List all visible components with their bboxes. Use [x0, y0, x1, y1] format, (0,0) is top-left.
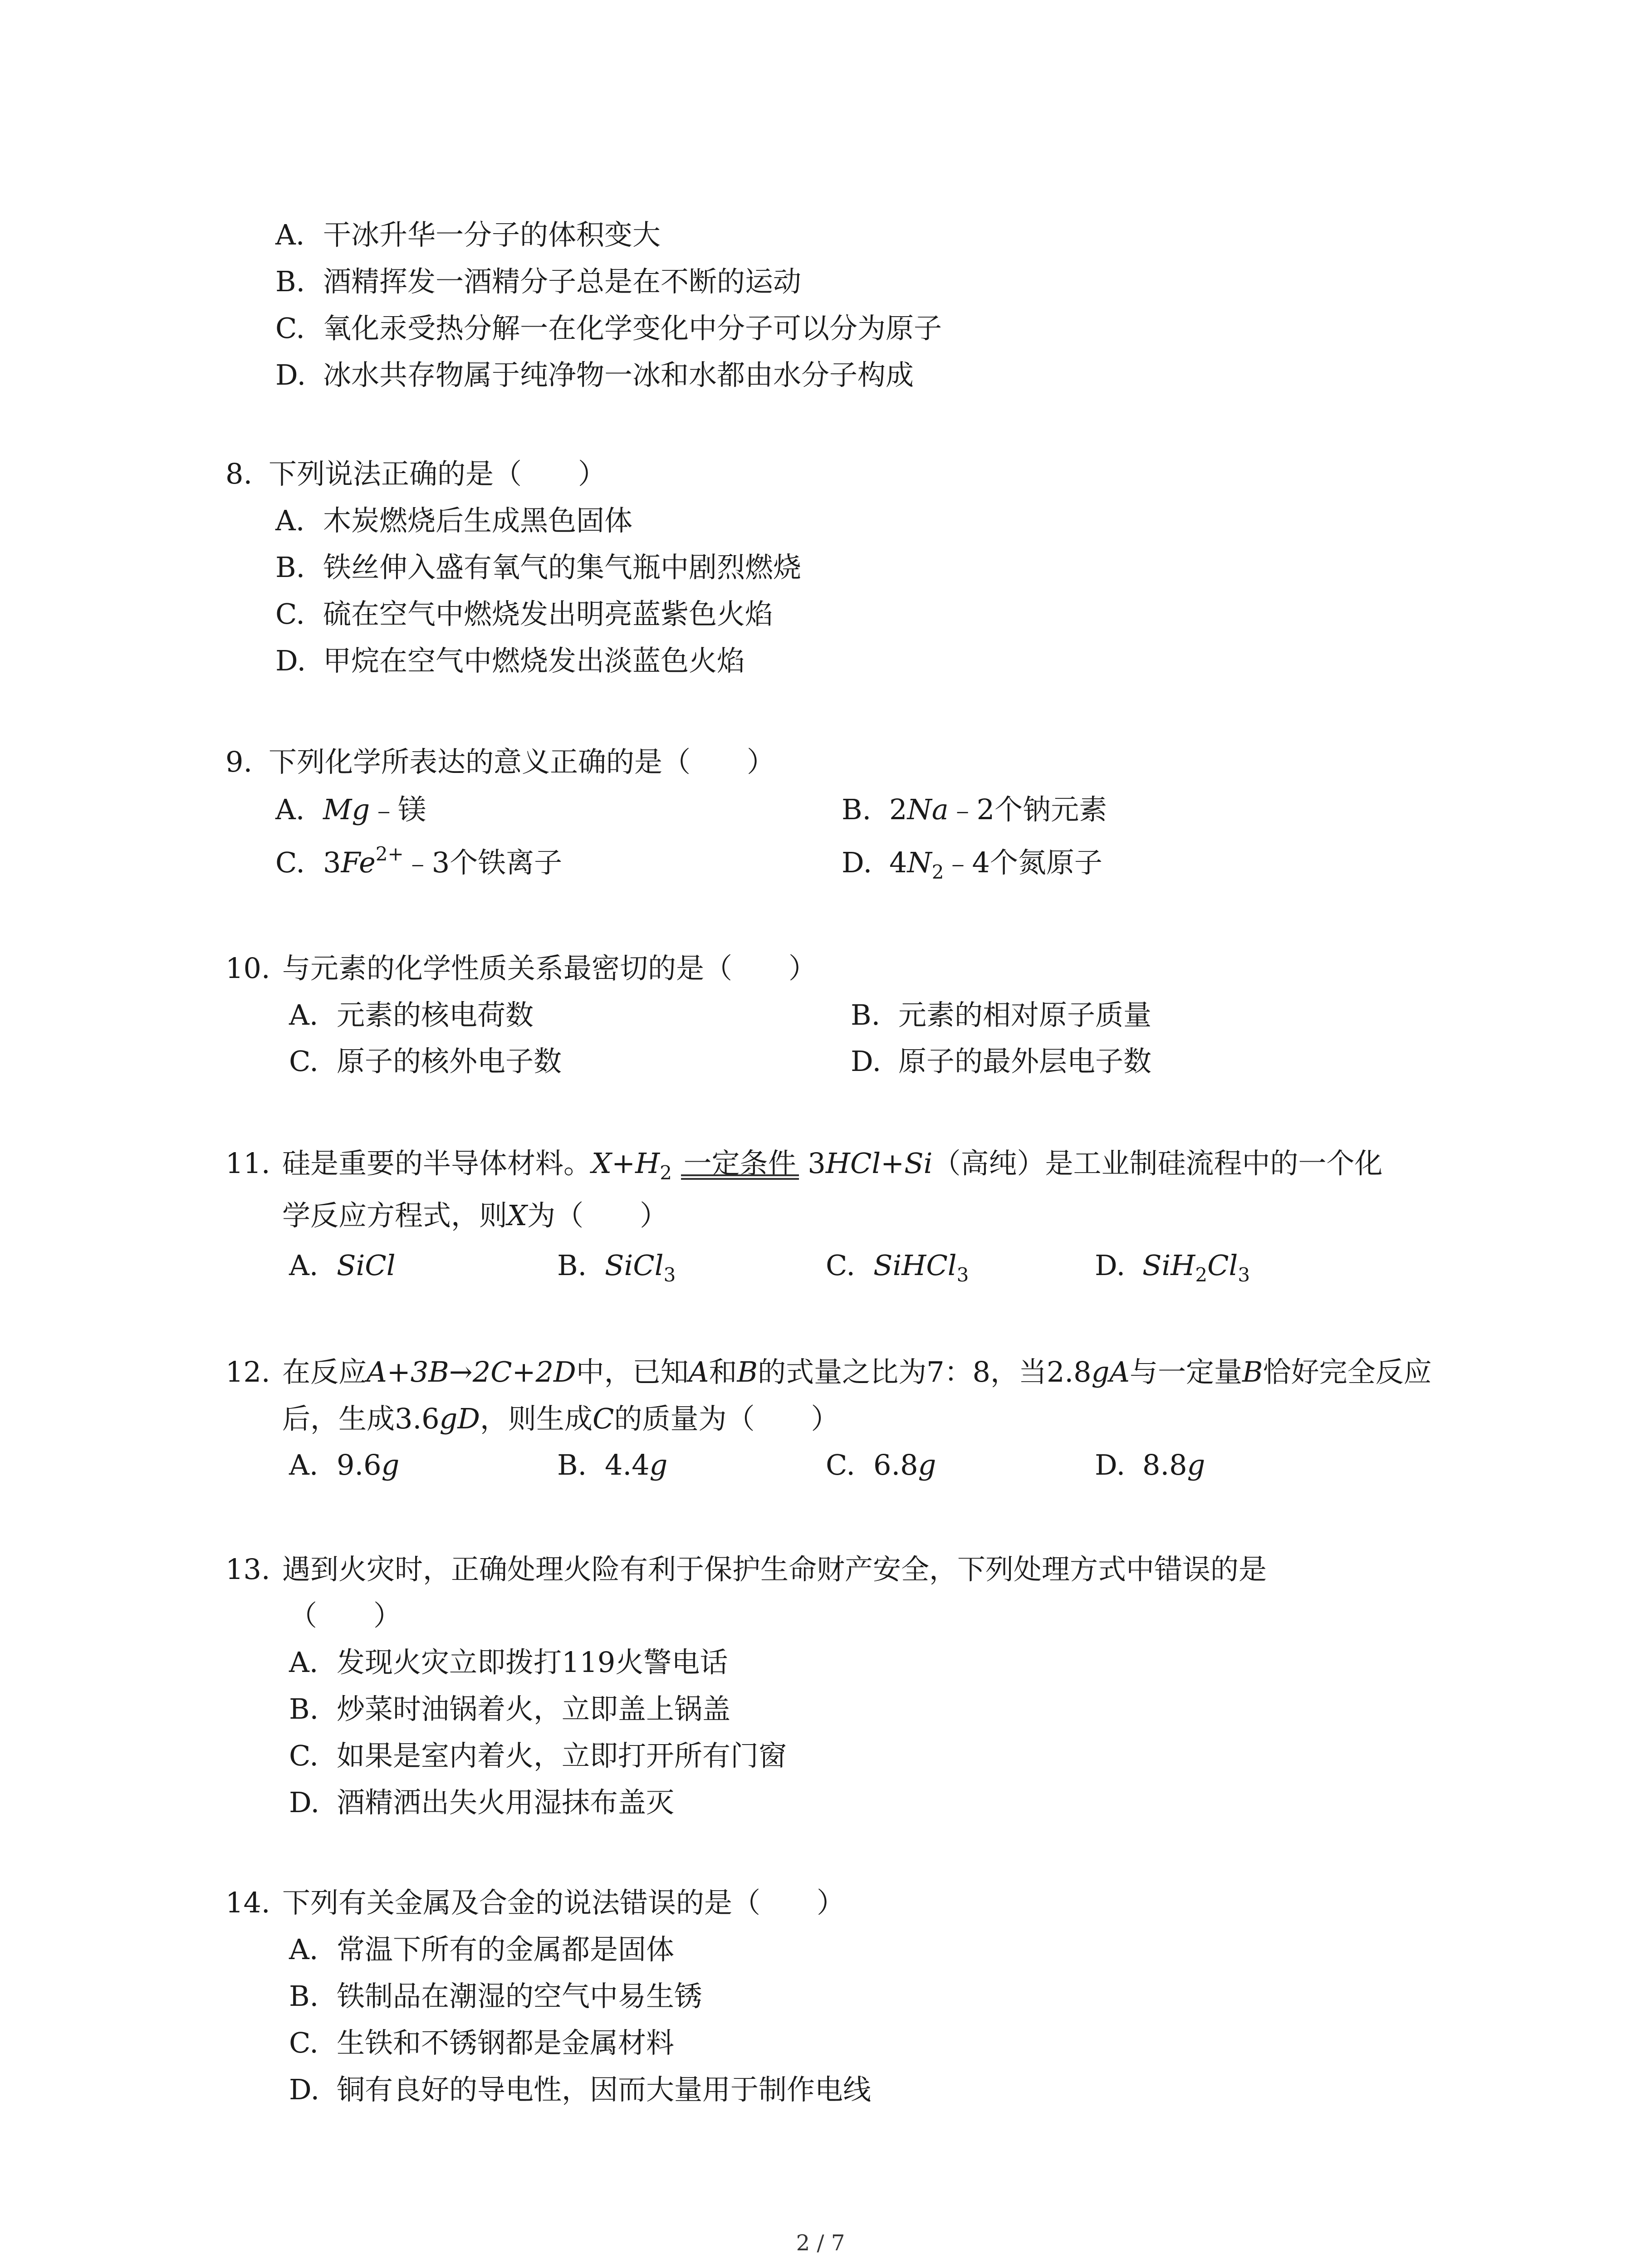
q11-option-d: D. $SiH_2Cl_3$	[1095, 1249, 1250, 1286]
q12-option-d: D. 8.8g	[1095, 1448, 1205, 1481]
q11-stem-line1: 11. 硅是重要的半导体材料。$X+H_2$ 一定条件 3HCl+Si（高纯）是工业制硅流程中的一个化	[225, 1145, 1382, 1182]
q9-option-d: D. $4N_2﹣4$个氮原子	[842, 846, 1102, 883]
q11-option-c: C. SiHCl$_3$	[826, 1249, 969, 1286]
q14-option-d: D. 铜有良好的导电性，因而大量用于制作电线	[289, 2073, 872, 2106]
q12-stem-line1: 12. 在反应A+3B→2C+2D中，已知A和B的式量之比为7：8，当2.8gA与一定量B恰好完全反应	[225, 1355, 1432, 1388]
q10-option-d: D. 原子的最外层电子数	[851, 1045, 1152, 1078]
q11-option-a: A. SiCl	[289, 1249, 396, 1282]
q13-option-a: A. 发现火灾立即拨打119火警电话	[289, 1646, 728, 1679]
q7-option-a: A. 干冰升华一分子的体积变大	[275, 218, 661, 251]
q13-option-d: D. 酒精洒出失火用湿抹布盖灭	[289, 1786, 675, 1819]
q8-stem: 8. 下列说法正确的是（ ）	[225, 457, 607, 490]
q10-option-a: A. 元素的核电荷数	[289, 998, 534, 1031]
q9-stem: 9. 下列化学所表达的意义正确的是（ ）	[225, 745, 775, 778]
q13-option-b: B. 炒菜时油锅着火，立即盖上锅盖	[289, 1692, 731, 1725]
q8-option-d: D. 甲烷在空气中燃烧发出淡蓝色火焰	[275, 644, 745, 677]
q14-option-c: C. 生铁和不锈钢都是金属材料	[289, 2026, 675, 2059]
q14-option-b: B. 铁制品在潮湿的空气中易生锈	[289, 1980, 703, 2013]
page-number: 2 / 7	[796, 2230, 845, 2256]
q12-option-b: B. 4.4g	[557, 1448, 668, 1481]
q9-option-c: C. $3Fe^{2+}﹣3$个铁离子	[275, 843, 563, 879]
reaction-condition-arrow: 一定条件	[681, 1145, 799, 1182]
q13-option-c: C. 如果是室内着火，立即打开所有门窗	[289, 1739, 787, 1772]
q10-stem: 10. 与元素的化学性质关系最密切的是（ ）	[225, 952, 817, 985]
q12-option-a: A. 9.6g	[289, 1448, 400, 1481]
q10-option-b: B. 元素的相对原子质量	[851, 998, 1152, 1031]
q8-option-a: A. 木炭燃烧后生成黑色固体	[275, 504, 633, 537]
q14-stem: 14. 下列有关金属及合金的说法错误的是（ ）	[225, 1886, 845, 1919]
q9-option-a: A. Mg﹣镁	[275, 793, 426, 826]
q7-option-b: B. 酒精挥发一酒精分子总是在不断的运动	[275, 265, 802, 298]
q13-stem: 13. 遇到火灾时，正确处理火险有利于保护生命财产安全，下列处理方式中错误的是	[225, 1553, 1267, 1586]
q12-option-c: C. 6.8g	[826, 1448, 936, 1481]
q10-option-c: C. 原子的核外电子数	[289, 1045, 562, 1078]
q9-option-b: B. 2Na﹣2个钠元素	[842, 793, 1107, 826]
q8-option-c: C. 硫在空气中燃烧发出明亮蓝紫色火焰	[275, 597, 774, 631]
q11-stem-line2: 学反应方程式，则X为（ ）	[282, 1199, 668, 1232]
q7-option-c: C. 氧化汞受热分解一在化学变化中分子可以分为原子	[275, 312, 942, 345]
q14-option-a: A. 常温下所有的金属都是固体	[289, 1933, 675, 1966]
q11-option-b: B. SiCl$_3$	[557, 1249, 676, 1286]
q8-option-b: B. 铁丝伸入盛有氧气的集气瓶中剧烈燃烧	[275, 551, 802, 584]
q13-stem-bracket: （ ）	[289, 1599, 402, 1632]
q12-stem-line2: 后，生成3.6gD，则生成C的质量为（ ）	[282, 1402, 839, 1435]
q7-option-d: D. 冰水共存物属于纯净物一冰和水都由水分子构成	[275, 358, 914, 391]
